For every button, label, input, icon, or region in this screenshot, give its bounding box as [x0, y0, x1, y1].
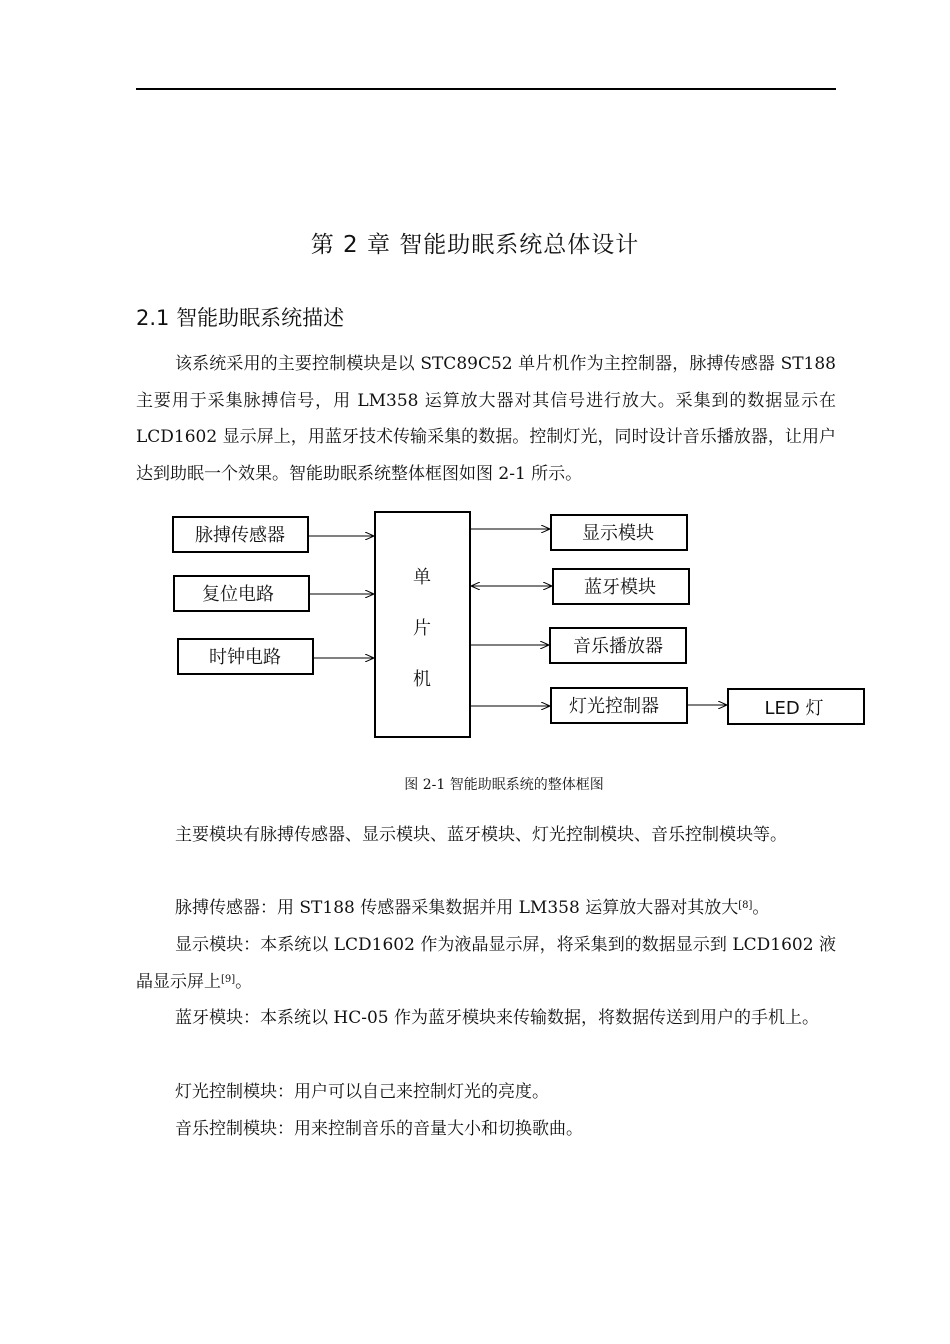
label-led-light: LED 灯 — [764, 698, 824, 719]
label-display-module: 显示模块 — [582, 523, 654, 544]
label-clock-circuit: 时钟电路 — [209, 647, 281, 668]
label-bluetooth-module: 蓝牙模块 — [584, 577, 656, 598]
modules-paragraph: 主要模块有脉搏传感器、显示模块、蓝牙模块、灯光控制模块、音乐控制模块等。 — [175, 825, 787, 845]
section-title: 2.1 智能助眠系统描述 — [136, 306, 345, 330]
block-diagram — [0, 500, 950, 750]
display-text: 显示模块：本系统以 LCD1602 作为液晶显示屏，将采集到的数据显示到 LCD1602 液晶显示屏上 — [136, 935, 836, 992]
label-mcu-3: 机 — [413, 669, 431, 690]
display-citation[interactable]: [9] — [221, 973, 236, 985]
intro-paragraph: 该系统采用的主要控制模块是以 STC89C52 单片机作为主控制器，脉搏传感器 ST188 主要用于采集脉搏信号，用 LM358 运算放大器对其信号进行放大。采集到的数据显示在 LCD1602 显示屏上，用蓝牙技术传输采集的数据。控制灯光，同时设计音乐播放器，让用户达到助眠一个效果。智能助眠系统整体框图如图 2-1 所示。 — [136, 354, 836, 484]
pulse-citation[interactable]: [8] — [738, 900, 753, 911]
display-paragraph — [136, 927, 836, 1000]
label-music-player: 音乐播放器 — [573, 636, 663, 657]
pulse-paragraph — [136, 890, 836, 927]
figure-caption: 图 2-1 智能助眠系统的整体框图 — [404, 777, 604, 793]
label-mcu-1: 单 — [413, 567, 431, 588]
header-rule — [136, 88, 836, 90]
music-paragraph: 音乐控制模块：用来控制音乐的音量大小和切换歌曲。 — [175, 1119, 583, 1139]
display-end: 。 — [235, 971, 253, 992]
label-mcu-2: 片 — [413, 618, 431, 639]
label-light-controller: 灯光控制器 — [569, 696, 659, 717]
label-pulse-sensor: 脉搏传感器 — [195, 525, 285, 546]
pulse-end: 。 — [752, 898, 770, 918]
label-reset-circuit: 复位电路 — [202, 584, 274, 605]
chapter-title: 第 2 章 智能助眠系统总体设计 — [310, 232, 640, 258]
bluetooth-paragraph: 蓝牙模块：本系统以 HC-05 作为蓝牙模块来传输数据，将数据传送到用户的手机上。 — [175, 1008, 820, 1028]
pulse-text: 脉搏传感器：用 ST188 传感器采集数据并用 LM358 运算放大器对其放大 — [175, 898, 739, 918]
light-paragraph: 灯光控制模块：用户可以自己来控制灯光的亮度。 — [175, 1082, 549, 1102]
